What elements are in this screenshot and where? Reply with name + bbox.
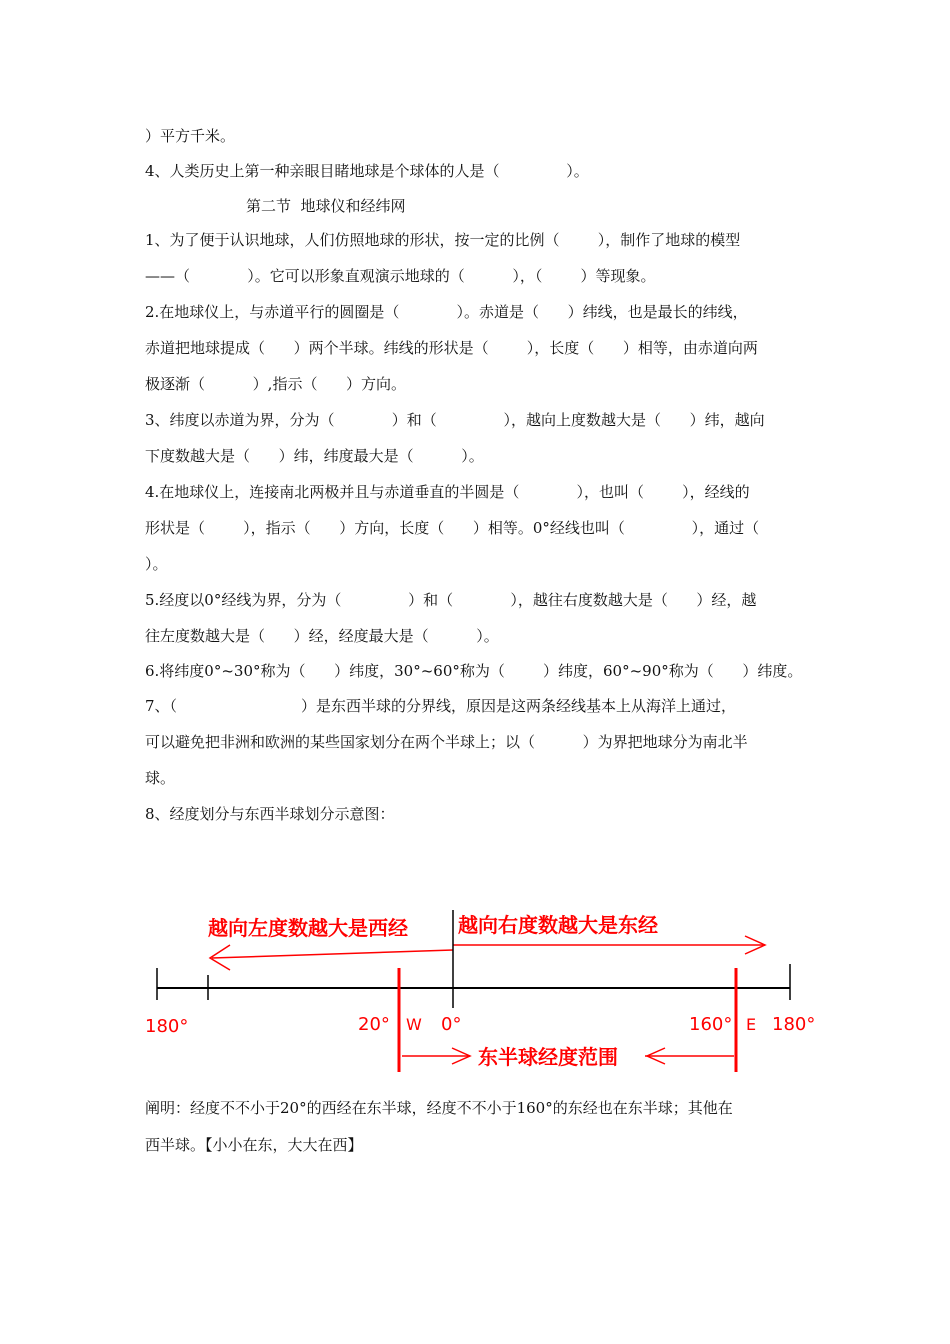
label-left-180: 180° [145,1016,189,1037]
question-2: 2.在地球仪上，与赤道平行的圆圈是（ ）。赤道是（ ）纬线，也是最长的纬线， [145,303,748,321]
text-line: 赤道把地球提成（ ）两个半球。纬线的形状是（ ），长度（ ）相等，由赤道向两 [145,339,758,357]
question-5: 5.经度以0°经线为界，分为（ ）和（ ），越往右度数越大是（ ）经，越 [145,591,757,609]
range-label: 东半球经度范围 [478,1045,618,1069]
label-w: W [406,1015,422,1034]
explanation: 阐明：经度不不小于20°的西经在东半球，经度不不小于160°的东经也在东半球；其他在 [145,1099,733,1117]
text-line: 可以避免把非洲和欧洲的某些国家划分在两个半球上；以（ ）为界把地球分为南北半 [145,733,748,751]
label-zero: 0° [441,1014,462,1035]
text-line: ）。 [145,555,168,573]
label-20: 20° [358,1014,390,1035]
text-line: ）平方千米。 [145,127,236,145]
text-line: 球。 [145,769,176,787]
question-1: 1、为了便于认识地球，人们仿照地球的形状，按一定的比例（ ），制作了地球的模型 [145,231,741,249]
left-arrow-line [212,950,453,958]
question-3: 3、纬度以赤道为界，分为（ ）和（ ），越向上度数越大是（ ）纬，越向 [145,411,765,429]
text-line: ——（ ）。它可以形象直观演示地球的（ ），（ ）等现象。 [145,267,656,285]
text-line: 下度数越大是（ ）纬，纬度最大是（ ）。 [145,447,484,465]
left-arrow-label: 越向左度数越大是西经 [208,916,408,940]
question-8: 8、经度划分与东西半球划分示意图： [145,805,395,823]
label-e: E [746,1015,757,1034]
question-4b: 4.在地球仪上，连接南北两极并且与赤道垂直的半圆是（ ），也叫（ ），经线的 [145,483,750,501]
question-6: 6.将纬度0°~30°称为（ ）纬度，30°~60°称为（ ）纬度，60°~90°称为（ ）纬度。 [145,662,803,680]
longitude-diagram [140,900,830,1085]
label-right-180: 180° [772,1014,816,1035]
right-arrow-label: 越向右度数越大是东经 [458,913,658,937]
question-4: 4、人类历史上第一种亲眼目睹地球是个球体的人是（ ）。 [145,162,589,180]
text-line: 形状是（ ），指示（ ）方向，长度（ ）相等。0°经线也叫（ ），通过（ [145,519,760,537]
text-line: 极逐渐（ ）,指示（ ）方向。 [145,375,407,393]
text-line: 往左度数越大是（ ）经，经度最大是（ ）。 [145,627,499,645]
section-heading: 第二节 地球仪和经纬网 [246,197,406,215]
label-160: 160° [689,1014,733,1035]
question-7: 7、（ ）是东西半球的分界线，原因是这两条经线基本上从海洋上通过， [145,697,737,715]
text-line: 西半球。【小小在东，大大在西】 [145,1136,363,1154]
